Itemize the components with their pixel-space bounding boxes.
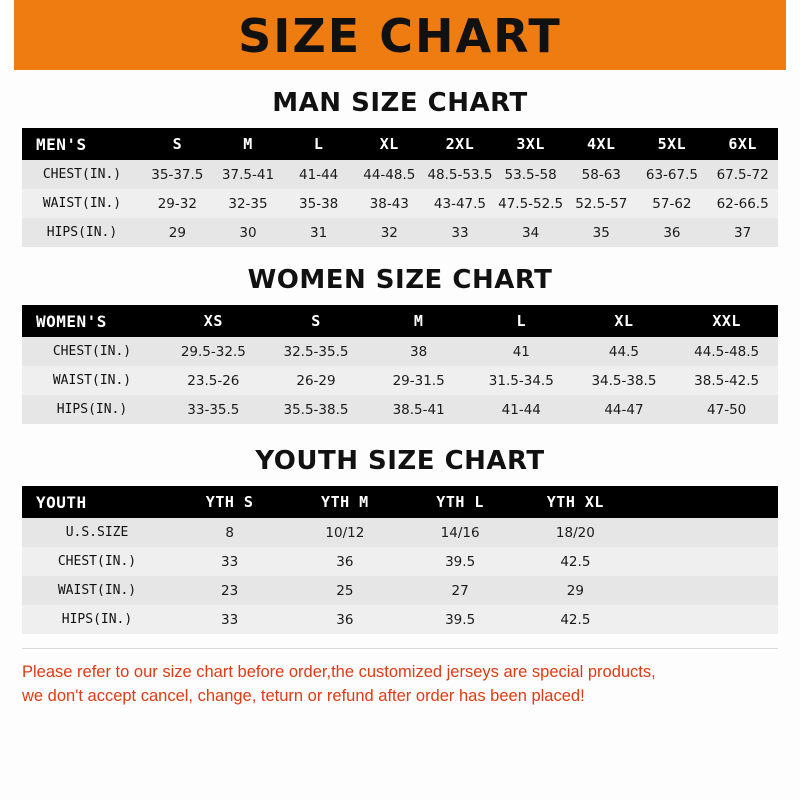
table-cell: 33 — [172, 547, 287, 576]
table-cell: 29-32 — [142, 189, 213, 218]
table-cell: 27 — [403, 576, 518, 605]
table-cell-empty — [633, 576, 778, 605]
note-line-1: Please refer to our size chart before order,the customized jerseys are special products, — [22, 663, 656, 681]
column-header: 5XL — [637, 128, 708, 160]
column-header: 6XL — [707, 128, 778, 160]
column-header: L — [470, 305, 573, 337]
table-row — [22, 218, 778, 247]
table-cell: 32.5-35.5 — [265, 337, 368, 366]
youth-size-table — [22, 486, 778, 634]
men-size-section — [0, 88, 800, 247]
column-header: 3XL — [495, 128, 566, 160]
youth-section-title: YOUTH SIZE CHART — [255, 446, 545, 476]
table-row — [22, 189, 778, 218]
table-cell: 38-43 — [354, 189, 425, 218]
table-cell: 35 — [566, 218, 637, 247]
table-row — [22, 605, 778, 634]
table-row — [22, 518, 778, 547]
women-size-section — [0, 265, 800, 424]
table-cell: 34 — [495, 218, 566, 247]
table-cell: 44-47 — [573, 395, 676, 424]
row-label: CHEST(IN.) — [22, 337, 162, 366]
row-label: HIPS(IN.) — [22, 605, 172, 634]
table-cell: 38 — [367, 337, 470, 366]
column-header: XXL — [675, 305, 778, 337]
column-header: 4XL — [566, 128, 637, 160]
table-row — [22, 337, 778, 366]
table-cell: 25 — [287, 576, 402, 605]
table-cell: 35.5-38.5 — [265, 395, 368, 424]
table-cell: 29 — [518, 576, 633, 605]
table-cell: 67.5-72 — [707, 160, 778, 189]
table-cell: 31 — [283, 218, 354, 247]
table-cell: 35-37.5 — [142, 160, 213, 189]
note-line-2: we don't accept cancel, change, teturn or refund after order has been placed! — [22, 686, 585, 705]
table-cell: 62-66.5 — [707, 189, 778, 218]
page-header-banner — [0, 0, 800, 70]
table-cell: 31.5-34.5 — [470, 366, 573, 395]
table-row — [22, 576, 778, 605]
column-header: XL — [354, 128, 425, 160]
table-cell: 38.5-41 — [367, 395, 470, 424]
column-header: S — [265, 305, 368, 337]
column-header: 2XL — [425, 128, 496, 160]
table-row — [22, 366, 778, 395]
youth-size-section — [0, 446, 800, 634]
table-cell: 48.5-53.5 — [425, 160, 496, 189]
table-cell: 42.5 — [518, 547, 633, 576]
column-header: M — [367, 305, 470, 337]
banner-right-edge — [786, 0, 800, 70]
column-header: YTH XL — [518, 486, 633, 518]
row-label: HIPS(IN.) — [22, 395, 162, 424]
table-cell: 33 — [425, 218, 496, 247]
row-label: WAIST(IN.) — [22, 189, 142, 218]
column-header: XL — [573, 305, 676, 337]
table-cell-empty — [633, 518, 778, 547]
table-cell: 43-47.5 — [425, 189, 496, 218]
table-cell: 14/16 — [403, 518, 518, 547]
column-header: XS — [162, 305, 265, 337]
column-header: YTH S — [172, 486, 287, 518]
women-size-table — [22, 305, 778, 424]
table-cell: 33-35.5 — [162, 395, 265, 424]
table-cell: 58-63 — [566, 160, 637, 189]
table-cell: 41-44 — [283, 160, 354, 189]
table-cell: 44.5 — [573, 337, 676, 366]
table-cell: 35-38 — [283, 189, 354, 218]
table-cell: 10/12 — [287, 518, 402, 547]
table-cell: 57-62 — [637, 189, 708, 218]
column-header: L — [283, 128, 354, 160]
column-header: YTH L — [403, 486, 518, 518]
table-cell: 29-31.5 — [367, 366, 470, 395]
table-cell: 34.5-38.5 — [573, 366, 676, 395]
table-cell: 44-48.5 — [354, 160, 425, 189]
table-cell: 47-50 — [675, 395, 778, 424]
men-section-title: MAN SIZE CHART — [272, 88, 528, 118]
table-cell: 30 — [213, 218, 284, 247]
table-cell: 52.5-57 — [566, 189, 637, 218]
row-label: CHEST(IN.) — [22, 547, 172, 576]
row-label: U.S.SIZE — [22, 518, 172, 547]
table-cell: 39.5 — [403, 547, 518, 576]
column-header: M — [213, 128, 284, 160]
table-cell: 32 — [354, 218, 425, 247]
page-title: SIZE CHART — [238, 9, 562, 63]
column-header: S — [142, 128, 213, 160]
table-cell: 39.5 — [403, 605, 518, 634]
table-row — [22, 547, 778, 576]
table-cell: 29.5-32.5 — [162, 337, 265, 366]
table-cell: 23.5-26 — [162, 366, 265, 395]
table-cell: 36 — [287, 605, 402, 634]
row-label: CHEST(IN.) — [22, 160, 142, 189]
column-header: WOMEN'S — [22, 305, 162, 337]
table-cell: 53.5-58 — [495, 160, 566, 189]
table-cell: 37.5-41 — [213, 160, 284, 189]
table-cell: 41 — [470, 337, 573, 366]
table-cell: 36 — [637, 218, 708, 247]
table-cell: 37 — [707, 218, 778, 247]
men-size-table — [22, 128, 778, 247]
table-header-row — [22, 305, 778, 337]
column-header-empty — [633, 486, 778, 518]
row-label: WAIST(IN.) — [22, 576, 172, 605]
women-section-title: WOMEN SIZE CHART — [247, 265, 553, 295]
table-cell: 41-44 — [470, 395, 573, 424]
table-cell: 38.5-42.5 — [675, 366, 778, 395]
table-row — [22, 160, 778, 189]
row-label: WAIST(IN.) — [22, 366, 162, 395]
table-cell: 33 — [172, 605, 287, 634]
table-cell: 42.5 — [518, 605, 633, 634]
table-cell: 47.5-52.5 — [495, 189, 566, 218]
column-header: MEN'S — [22, 128, 142, 160]
row-label: HIPS(IN.) — [22, 218, 142, 247]
table-header-row — [22, 128, 778, 160]
table-cell: 29 — [142, 218, 213, 247]
table-cell: 26-29 — [265, 366, 368, 395]
banner-left-edge — [0, 0, 14, 70]
table-cell: 18/20 — [518, 518, 633, 547]
table-cell: 8 — [172, 518, 287, 547]
table-cell: 63-67.5 — [637, 160, 708, 189]
table-cell: 23 — [172, 576, 287, 605]
table-cell-empty — [633, 605, 778, 634]
order-policy-note — [22, 648, 778, 709]
table-row — [22, 395, 778, 424]
table-header-row — [22, 486, 778, 518]
table-cell: 32-35 — [213, 189, 284, 218]
column-header: YOUTH — [22, 486, 172, 518]
table-cell: 44.5-48.5 — [675, 337, 778, 366]
column-header: YTH M — [287, 486, 402, 518]
table-cell: 36 — [287, 547, 402, 576]
table-cell-empty — [633, 547, 778, 576]
